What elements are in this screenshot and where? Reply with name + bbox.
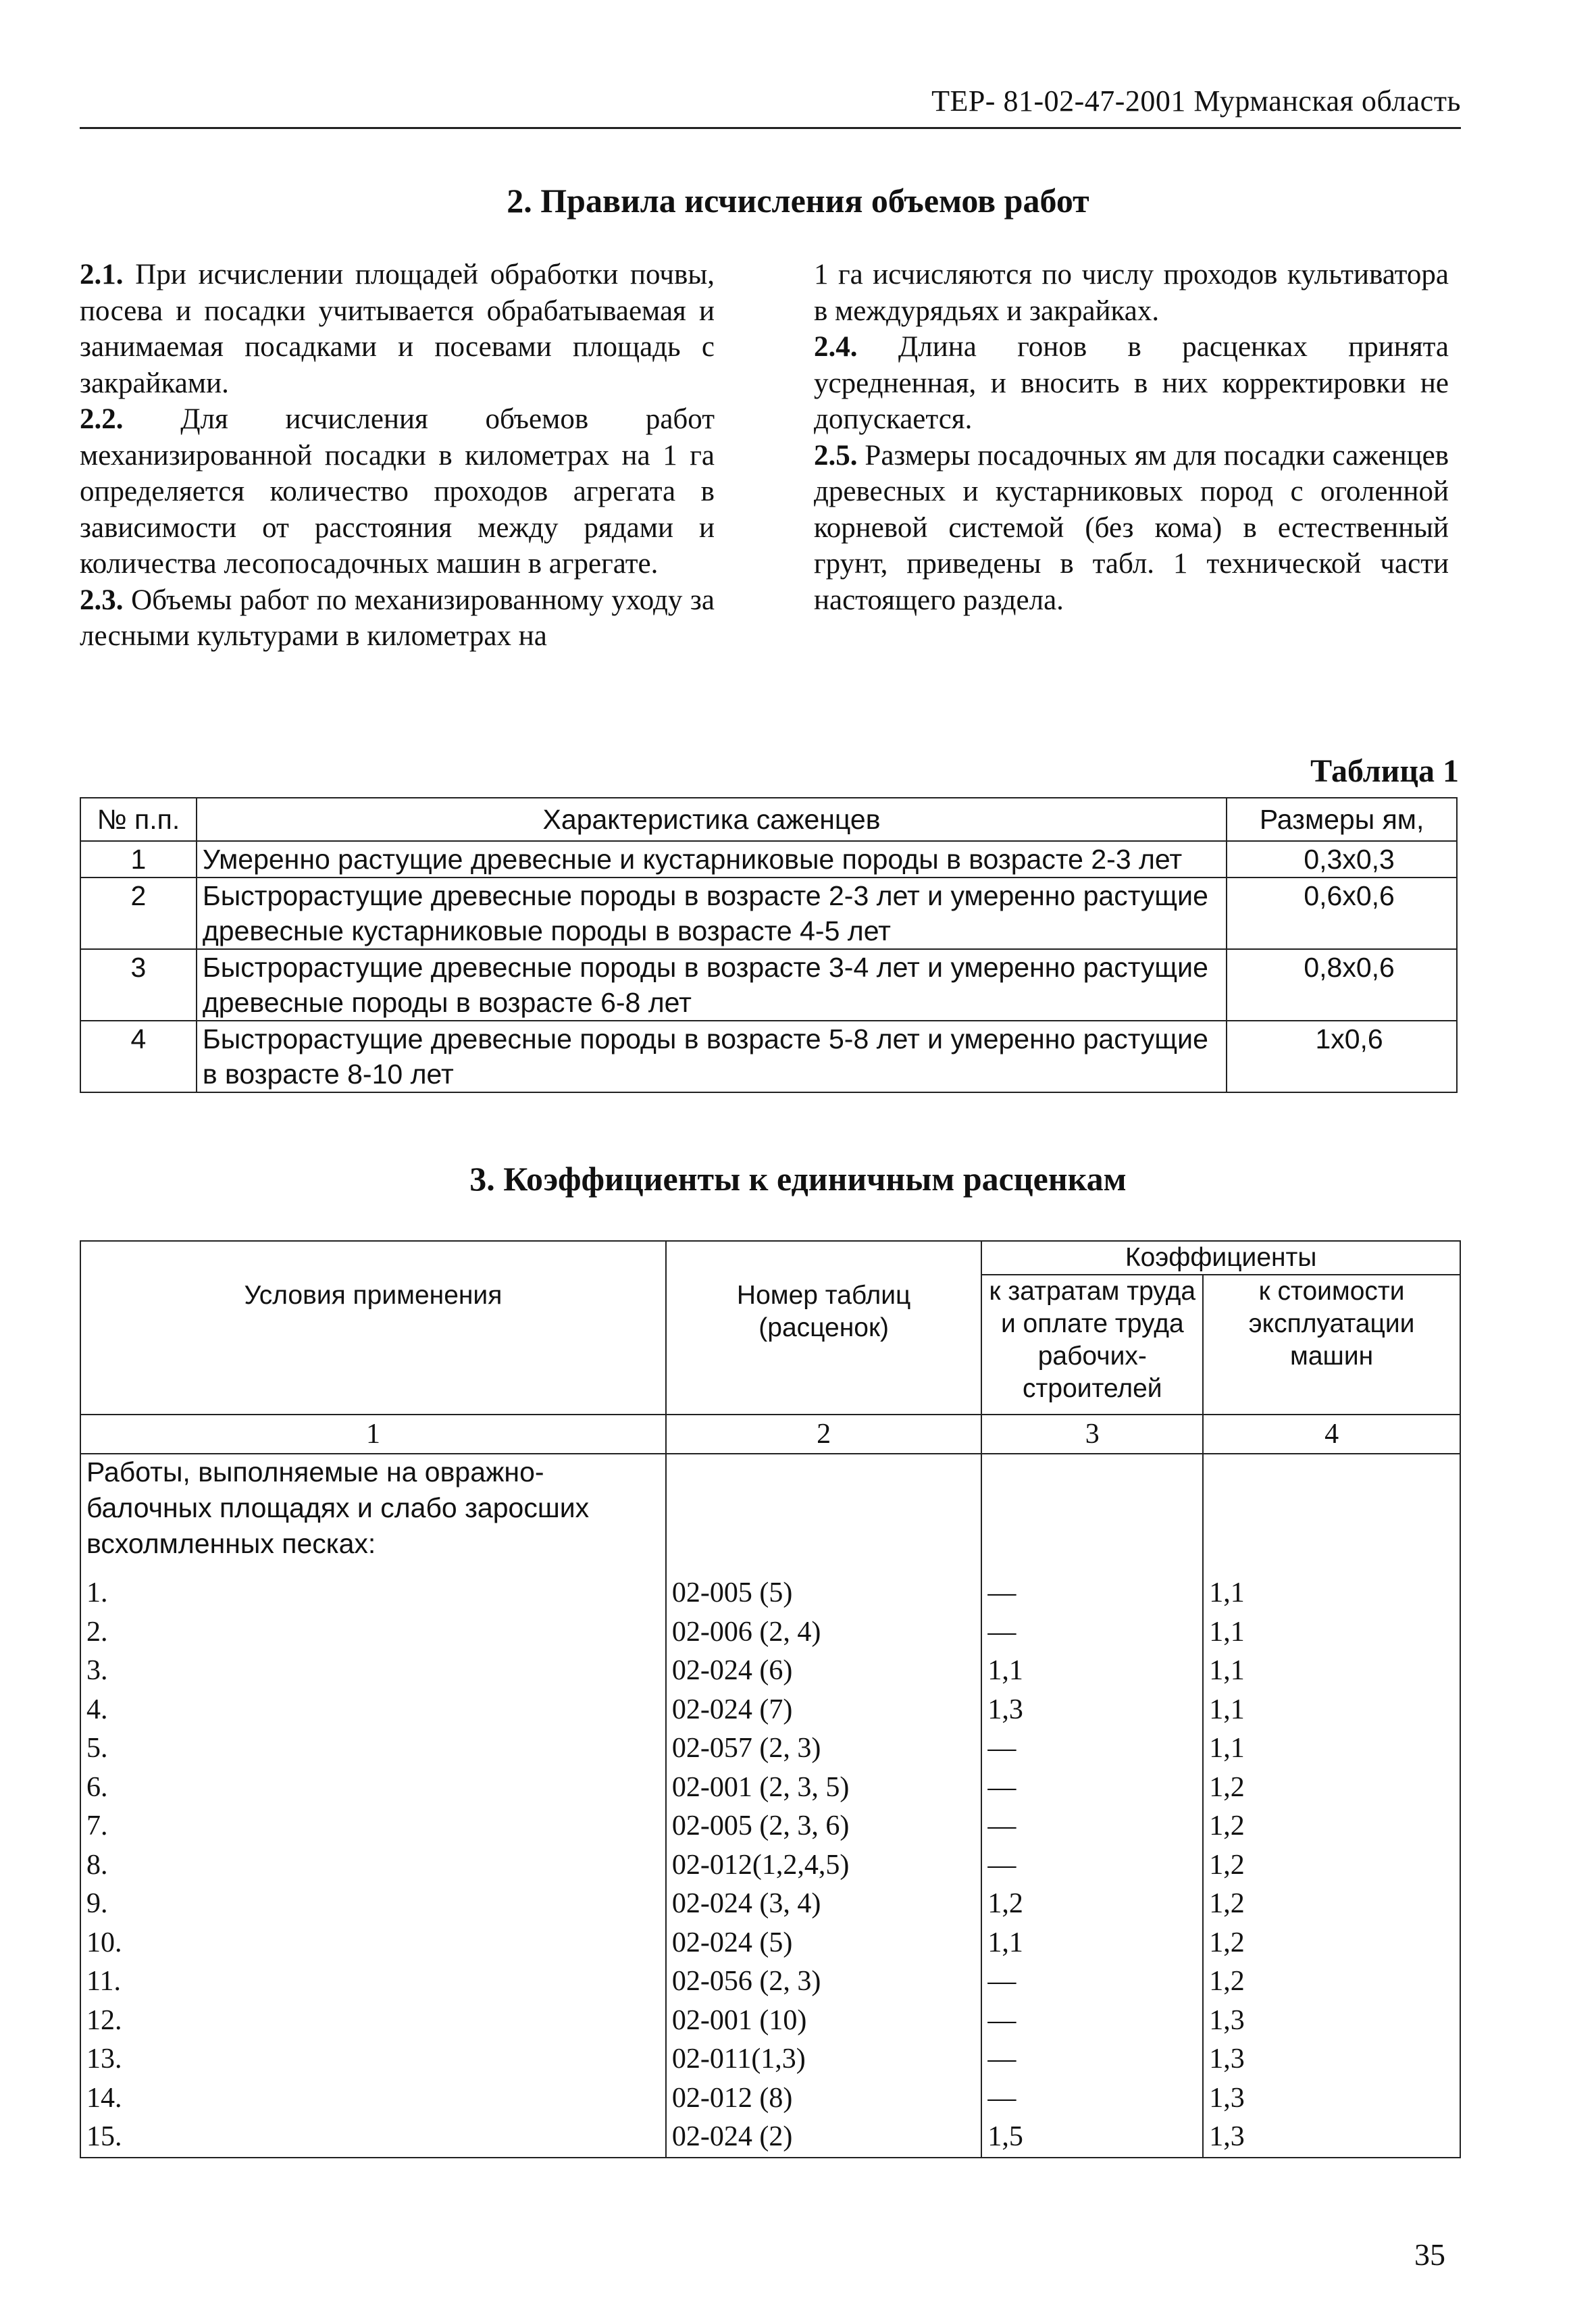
- table-number: 02-012 (8): [666, 2079, 982, 2118]
- paragraph-number: 2.4.: [814, 331, 858, 363]
- seedling-description: Быстрорастущие древесные породы в возрасте 5-8 лет и умеренно растущие в возрасте 8-10 лет: [197, 1021, 1227, 1092]
- labor-coefficient: 1,1: [981, 1652, 1203, 1691]
- column-number: 2: [666, 1415, 982, 1454]
- column-header-conditions: Условия применения: [80, 1241, 666, 1415]
- table-number: 02-024 (6): [666, 1652, 982, 1691]
- paragraph-2-4: [814, 329, 1449, 438]
- table-number: 02-024 (3, 4): [666, 1885, 982, 1924]
- column-header-table-number: Номер таблиц (расценок): [666, 1241, 982, 1415]
- table-number: 02-011(1,3): [666, 2040, 982, 2079]
- labor-coefficient: —: [981, 1613, 1203, 1652]
- paragraph-text: Длина гонов в расценках принята усредненная, и вносить в них корректировки не допускается.: [814, 331, 1449, 435]
- table-row: [80, 1691, 1460, 1730]
- intro-row: [80, 1454, 1460, 1574]
- column-header-number: № п.п.: [80, 798, 197, 841]
- section-3-title: 3. Коэффициенты к единичным расценкам: [469, 1160, 1127, 1198]
- labor-coefficient: 1,3: [981, 1691, 1203, 1730]
- machine-coefficient: 1,2: [1203, 1962, 1460, 2002]
- table-row: [80, 949, 1457, 1021]
- paragraph-text: При исчислении площадей обработки почвы, посева и посадки учитывается обрабатываемая и занимаемая посадками и посевами площадь с закрайками.: [80, 259, 715, 399]
- machine-coefficient: 1,3: [1203, 2118, 1460, 2158]
- labor-coefficient: —: [981, 1962, 1203, 2002]
- item-number: 10.: [80, 1924, 666, 1963]
- table-row: [80, 1021, 1457, 1092]
- table-row: [80, 2118, 1460, 2158]
- machine-coefficient: 1,1: [1203, 1613, 1460, 1652]
- column-header-pit-size: Размеры ям,: [1227, 798, 1457, 841]
- machine-coefficient: 1,2: [1203, 1885, 1460, 1924]
- column-header-machines: к стоимости эксплуатации машин: [1203, 1275, 1460, 1415]
- conditions-intro: Работы, выполняемые на овражно-балочных площадях и слабо заросших всхолмленных песках:: [80, 1454, 666, 1574]
- labor-coefficient: —: [981, 2079, 1203, 2118]
- seedling-description: Быстрорастущие древесные породы в возрасте 3-4 лет и умеренно растущие древесные породы в возрасте 6-8 лет: [197, 949, 1227, 1021]
- item-number: 8.: [80, 1846, 666, 1885]
- table-number: 02-024 (5): [666, 1924, 982, 1963]
- item-number: 15.: [80, 2118, 666, 2158]
- table-row: [80, 1846, 1460, 1885]
- table-number: 02-001 (10): [666, 2002, 982, 2041]
- coefficients-table: [80, 1240, 1461, 2158]
- seedling-description: Умеренно растущие древесные и кустарниковые породы в возрасте 2-3 лет: [197, 841, 1227, 878]
- item-number: 7.: [80, 1807, 666, 1846]
- labor-coefficient: —: [981, 2002, 1203, 2041]
- text-column-left: [80, 257, 715, 655]
- running-header: [80, 81, 1461, 129]
- table-row: [80, 1652, 1460, 1691]
- section-2-title: 2. Правила исчисления объемов работ: [507, 182, 1089, 220]
- row-number: 2: [80, 878, 197, 949]
- header-row-top: [80, 1241, 1460, 1275]
- table-number: 02-005 (5): [666, 1574, 982, 1613]
- table-row: [80, 1962, 1460, 2002]
- item-number: 6.: [80, 1769, 666, 1808]
- machine-coefficient: 1,2: [1203, 1807, 1460, 1846]
- item-number: 5.: [80, 1729, 666, 1769]
- table-row: [80, 1613, 1460, 1652]
- paragraph-2-2: [80, 401, 715, 582]
- table-number: 02-001 (2, 3, 5): [666, 1769, 982, 1808]
- row-number: 1: [80, 841, 197, 878]
- item-number: 2.: [80, 1613, 666, 1652]
- page-number: 35: [1414, 2237, 1445, 2272]
- table-row: [80, 2040, 1460, 2079]
- text-column-right: [814, 257, 1449, 618]
- table-header-row: [80, 798, 1457, 841]
- labor-coefficient: —: [981, 1729, 1203, 1769]
- table-number: 02-005 (2, 3, 6): [666, 1807, 982, 1846]
- table-row: [80, 1924, 1460, 1963]
- paragraph-2-1: [80, 257, 715, 401]
- column-header-coefficients: Коэффициенты: [981, 1241, 1460, 1275]
- item-number: 3.: [80, 1652, 666, 1691]
- column-number: 4: [1203, 1415, 1460, 1454]
- paragraph-text: 1 га исчисляются по числу проходов культиватора в междурядьях и закрайках.: [814, 259, 1449, 327]
- pit-size: 0,6х0,6: [1227, 878, 1457, 949]
- pit-size: 0,3х0,3: [1227, 841, 1457, 878]
- table-row: [80, 878, 1457, 949]
- table-number: 02-024 (2): [666, 2118, 982, 2158]
- table-number: 02-024 (7): [666, 1691, 982, 1730]
- empty-cell: [666, 1454, 982, 1574]
- labor-coefficient: —: [981, 1574, 1203, 1613]
- paragraph-number: 2.5.: [814, 439, 858, 472]
- table-row: [80, 1885, 1460, 1924]
- item-number: 11.: [80, 1962, 666, 2002]
- pit-size: 0,8х0,6: [1227, 949, 1457, 1021]
- machine-coefficient: 1,2: [1203, 1924, 1460, 1963]
- paragraph-2-5: [814, 438, 1449, 619]
- machine-coefficient: 1,3: [1203, 2002, 1460, 2041]
- table-number: 02-006 (2, 4): [666, 1613, 982, 1652]
- machine-coefficient: 1,2: [1203, 1846, 1460, 1885]
- labor-coefficient: —: [981, 1807, 1203, 1846]
- item-number: 9.: [80, 1885, 666, 1924]
- column-numbers-row: [80, 1415, 1460, 1454]
- machine-coefficient: 1,2: [1203, 1769, 1460, 1808]
- item-number: 1.: [80, 1574, 666, 1613]
- paragraph-number: 2.3.: [80, 584, 124, 616]
- labor-coefficient: 1,5: [981, 2118, 1203, 2158]
- table-number: 02-012(1,2,4,5): [666, 1846, 982, 1885]
- item-number: 14.: [80, 2079, 666, 2118]
- machine-coefficient: 1,1: [1203, 1574, 1460, 1613]
- column-number: 1: [80, 1415, 666, 1454]
- column-number: 3: [981, 1415, 1203, 1454]
- table-row: [80, 1769, 1460, 1808]
- row-number: 4: [80, 1021, 197, 1092]
- table-row: [80, 1729, 1460, 1769]
- row-number: 3: [80, 949, 197, 1021]
- labor-coefficient: —: [981, 2040, 1203, 2079]
- pit-size: 1х0,6: [1227, 1021, 1457, 1092]
- item-number: 4.: [80, 1691, 666, 1730]
- table-number: 02-057 (2, 3): [666, 1729, 982, 1769]
- table-row: [80, 2079, 1460, 2118]
- machine-coefficient: 1,1: [1203, 1691, 1460, 1730]
- item-number: 13.: [80, 2040, 666, 2079]
- paragraph-text: Для исчисления объемов работ механизированной посадки в километрах на 1 га определяется количество проходов агрегата в зависимости от расстояния между рядами и количества лесопосадочных машин в агрегате.: [80, 403, 715, 580]
- empty-cell: [1203, 1454, 1460, 1574]
- table-number: 02-056 (2, 3): [666, 1962, 982, 2002]
- pit-size-table: [80, 797, 1458, 1093]
- paragraph-number: 2.2.: [80, 403, 124, 435]
- labor-coefficient: 1,2: [981, 1885, 1203, 1924]
- paragraph-text: Объемы работ по механизированному уходу за лесными культурами в километрах на: [80, 584, 715, 652]
- paragraph-2-3-continued: [814, 257, 1449, 329]
- item-number: 12.: [80, 2002, 666, 2041]
- machine-coefficient: 1,1: [1203, 1729, 1460, 1769]
- table-row: [80, 1574, 1460, 1613]
- column-header-labor: к затратам труда и оплате труда рабочих-строителей: [981, 1275, 1203, 1415]
- table-row: [80, 1807, 1460, 1846]
- table-row: [80, 2002, 1460, 2041]
- document-reference: ТЕР- 81-02-47-2001 Мурманская область: [931, 84, 1461, 118]
- machine-coefficient: 1,3: [1203, 2079, 1460, 2118]
- seedling-description: Быстрорастущие древесные породы в возрасте 2-3 лет и умеренно растущие древесные кустарниковые породы в возрасте 4-5 лет: [197, 878, 1227, 949]
- labor-coefficient: 1,1: [981, 1924, 1203, 1963]
- table-row: [80, 841, 1457, 878]
- paragraph-2-3: [80, 582, 715, 655]
- column-header-description: Характеристика саженцев: [197, 798, 1227, 841]
- paragraph-number: 2.1.: [80, 259, 124, 290]
- machine-coefficient: 1,3: [1203, 2040, 1460, 2079]
- empty-cell: [981, 1454, 1203, 1574]
- table-1-caption: Таблица 1: [1310, 753, 1459, 789]
- labor-coefficient: —: [981, 1846, 1203, 1885]
- paragraph-text: Размеры посадочных ям для посадки саженцев древесных и кустарниковых пород с оголенной корневой системой (без кома) в естественный грунт, приведены в табл. 1 технической части настоящего раздела.: [814, 439, 1449, 616]
- labor-coefficient: —: [981, 1769, 1203, 1808]
- machine-coefficient: 1,1: [1203, 1652, 1460, 1691]
